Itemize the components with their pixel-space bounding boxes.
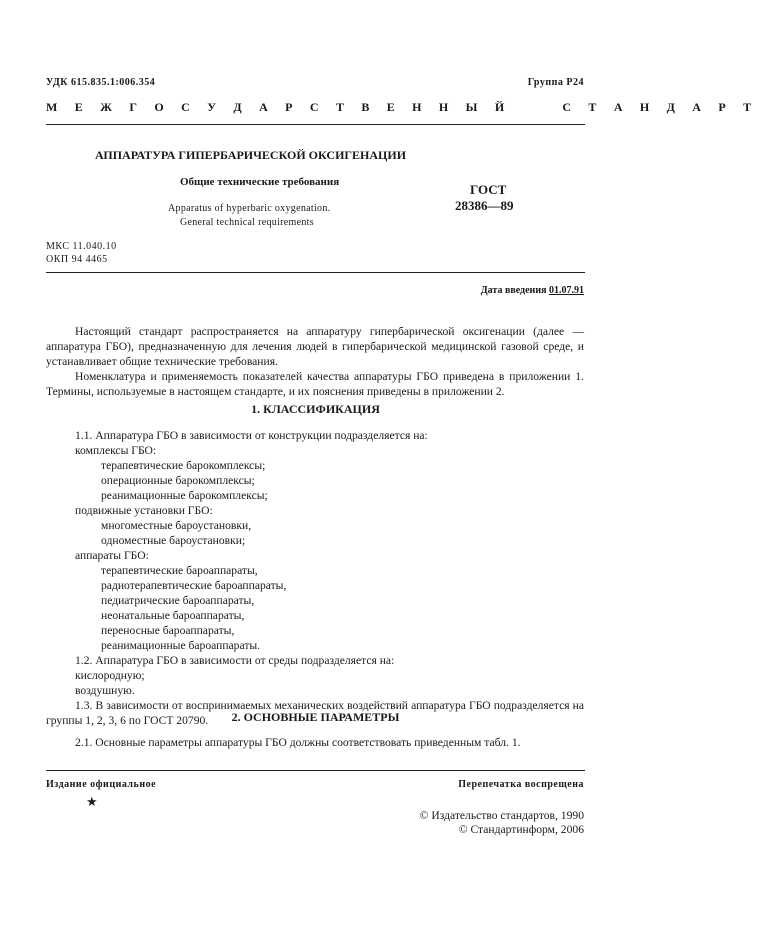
copyright-line-2: © Стандартинформ, 2006	[458, 823, 584, 836]
list-item: одноместные бароустановки;	[101, 534, 246, 547]
copyright-line-1: © Издательство стандартов, 1990	[419, 809, 584, 822]
footer-rule	[46, 770, 585, 771]
list-item: подвижные установки ГБО:	[75, 504, 213, 517]
gost-number: 28386—89	[455, 198, 514, 213]
list-item: реанимационные бароаппараты.	[101, 639, 261, 652]
document-subtitle: Общие технические требования	[180, 176, 340, 188]
list-item: операционные барокомплексы;	[101, 474, 255, 487]
english-title-line2: General technical requirements	[180, 217, 314, 228]
list-item: терапевтические бароаппараты,	[101, 564, 258, 577]
list-item: 1.1. Аппаратура ГБО в зависимости от конструкции подразделяется на:	[75, 429, 428, 442]
list-item: многоместные бароустановки,	[101, 519, 252, 532]
section-1-heading: 1. КЛАССИФИКАЦИЯ	[251, 402, 380, 416]
mks-code: МКС 11.040.10	[46, 241, 117, 252]
clause-1-3: 1.3. В зависимости от воспринимаемых механических воздействий аппаратура ГБО подразделяется на группы 1, 2, 3, 6 по ГОСТ 20790.	[46, 699, 584, 727]
introduction-date-value: 01.07.91	[549, 285, 584, 296]
introduction-date	[481, 285, 584, 296]
udk-code: УДК 615.835.1:006.354	[46, 77, 156, 88]
intro-paragraph-2: Номенклатура и применяемость показателей качества аппаратуры ГБО приведена в приложении 1. Термины, используемые в настоящем стандарте, и их пояснения приведены в приложении 2.	[46, 370, 584, 398]
list-item: воздушную.	[75, 684, 135, 697]
codes-rule	[46, 272, 585, 273]
reprint-prohibited-label: Перепечатка воспрещена	[458, 779, 584, 790]
list-item: комплексы ГБО:	[75, 444, 157, 457]
list-item: кислородную;	[75, 669, 145, 682]
list-item: реанимационные барокомплексы;	[101, 489, 268, 502]
document-title: АППАРАТУРА ГИПЕРБАРИЧЕСКОЙ ОКСИГЕНАЦИИ	[95, 148, 407, 162]
gost-label: ГОСТ	[470, 182, 507, 197]
interstate-standard-label: М Е Ж Г О С У Д А Р С Т В Е Н Н Ы Й С Т А Н Д А Р Т	[46, 100, 758, 114]
intro-paragraph-1: Настоящий стандарт распространяется на аппаратуру гипербарической оксигенации (далее — аппаратура ГБО), предназначенную для лечения людей в гипербарической медицинской газовой среде, и устанавливает общие технические требования.	[46, 325, 584, 368]
header-rule	[46, 124, 585, 125]
list-item: аппараты ГБО:	[75, 549, 149, 562]
list-item: терапевтические барокомплексы;	[101, 459, 266, 472]
section-2-heading: 2. ОСНОВНЫЕ ПАРАМЕТРЫ	[231, 710, 400, 724]
list-item: переносные бароаппараты,	[101, 624, 235, 637]
clause-2-1: 2.1. Основные параметры аппаратуры ГБО должны соответствовать приведенным табл. 1.	[75, 736, 521, 749]
list-item: радиотерапевтические бароаппараты,	[101, 579, 287, 592]
list-item: педиатрические бароаппараты,	[101, 594, 255, 607]
list-item: неонатальные бароаппараты,	[101, 609, 245, 622]
group-code: Группа Р24	[527, 77, 584, 88]
official-edition-label: Издание официальное	[46, 779, 157, 790]
star-icon: ★	[86, 794, 98, 809]
english-title-line1: Apparatus of hyperbaric oxygenation.	[168, 203, 331, 214]
okp-code: ОКП 94 4465	[46, 254, 108, 265]
introduction-date-label: Дата введения	[480, 285, 547, 296]
list-item: 1.2. Аппаратура ГБО в зависимости от среды подразделяется на:	[75, 654, 395, 667]
